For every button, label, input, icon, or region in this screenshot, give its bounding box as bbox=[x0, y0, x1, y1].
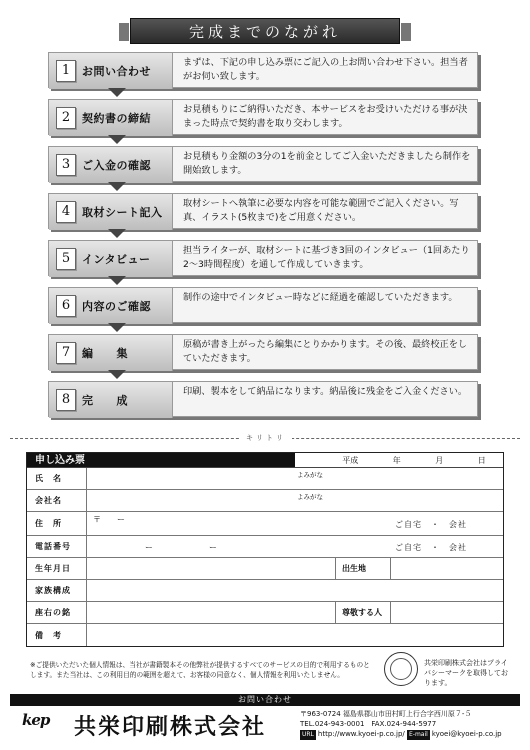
email-tag: E-mail bbox=[409, 731, 428, 738]
motto-field[interactable] bbox=[87, 602, 503, 623]
step-row bbox=[48, 99, 488, 135]
step-box bbox=[48, 146, 478, 182]
name-row bbox=[27, 468, 503, 490]
step-head bbox=[49, 147, 173, 183]
step-box bbox=[48, 99, 478, 135]
step-label: お問い合わせ bbox=[82, 65, 151, 78]
step-label: 契約書の締結 bbox=[82, 112, 151, 125]
step-description: まずは、下記の申し込み票にご記入の上お問い合わせ下さい。担当者がお伺い致します。 bbox=[183, 57, 468, 82]
address-label: 住 所 bbox=[27, 512, 87, 535]
form-title: 申し込み票 bbox=[27, 453, 295, 467]
name-field[interactable] bbox=[87, 468, 503, 489]
arrow-down-icon bbox=[108, 276, 126, 285]
address-field[interactable] bbox=[87, 512, 503, 535]
privacy-mark-icon bbox=[384, 652, 418, 686]
step-row bbox=[48, 334, 488, 370]
step-box bbox=[48, 193, 478, 229]
step-number: 3 bbox=[56, 154, 76, 176]
step-number: 6 bbox=[56, 295, 76, 317]
step-label: 取材シート記入 bbox=[82, 206, 163, 219]
step-number: 7 bbox=[56, 342, 76, 364]
arrow-down-icon bbox=[108, 323, 126, 332]
step-box bbox=[48, 240, 478, 276]
company-web bbox=[300, 729, 522, 740]
company-label: 会社名 bbox=[27, 490, 87, 511]
step-number: 5 bbox=[56, 248, 76, 270]
form-header bbox=[27, 453, 503, 468]
privacy-note: ※ご提供いただいた個人情報は、当社が書籍製本その他弊社が提供するすべてのサービスの目的で利用するものとします。また当社は、この利用目的の範囲を超えて、お客様の同意なく、個人情報を利用いたしません。 bbox=[30, 661, 370, 679]
postal-mark: 〒 ー bbox=[93, 515, 125, 524]
date-day: 日 bbox=[477, 456, 486, 465]
remarks-row bbox=[27, 624, 503, 646]
step-number: 1 bbox=[56, 60, 76, 82]
company-field[interactable] bbox=[87, 490, 503, 511]
step-box bbox=[48, 381, 478, 417]
step-box bbox=[48, 287, 478, 323]
step-row bbox=[48, 240, 488, 276]
step-number: 4 bbox=[56, 201, 76, 223]
step-description: お見積もり金額の3分の1を前金としてご入金いただきましたら制作を開始致します。 bbox=[183, 151, 471, 176]
step-label: 編 集 bbox=[82, 347, 128, 360]
arrow-down-icon bbox=[108, 370, 126, 379]
family-row bbox=[27, 580, 503, 602]
step-description: 印刷、製本をして納品になります。納品後に残金をご入金ください。 bbox=[183, 386, 468, 397]
birthday-row bbox=[27, 558, 503, 580]
family-label: 家族構成 bbox=[27, 580, 87, 601]
step-description: 制作の途中でインタビュー時などに経過を確認していただきます。 bbox=[183, 292, 458, 303]
step-description: 取材シートへ執筆に必要な内容を可能な範囲でご記入ください。写真、イラスト(5枚まで)をご用意ください。 bbox=[183, 198, 459, 223]
date-year: 年 bbox=[392, 456, 401, 465]
step-number: 8 bbox=[56, 389, 76, 411]
birthplace-label: 出生地 bbox=[335, 558, 391, 579]
family-field[interactable] bbox=[87, 580, 503, 601]
step-head bbox=[49, 241, 173, 277]
respect-label: 尊敬する人 bbox=[335, 602, 391, 623]
company-email[interactable]: kyoei@kyoei-p.co.jp bbox=[431, 730, 502, 738]
application-form bbox=[26, 452, 504, 647]
name-yomigana: よみがな bbox=[297, 471, 323, 479]
step-number: 2 bbox=[56, 107, 76, 129]
phone-row bbox=[27, 536, 503, 558]
step-box bbox=[48, 334, 478, 370]
step-row bbox=[48, 287, 488, 323]
form-date bbox=[295, 453, 503, 467]
step-row bbox=[48, 146, 488, 182]
arrow-down-icon bbox=[108, 182, 126, 191]
phone-dashes: ー ー bbox=[145, 543, 217, 552]
step-description: お見積もりにご納得いただき、本サービスをお受けいただける事が決まった時点で契約書を取り交わします。 bbox=[183, 104, 468, 129]
remarks-label: 備 考 bbox=[27, 624, 87, 646]
contact-bar: お問い合わせ bbox=[10, 694, 520, 706]
step-head bbox=[49, 288, 173, 324]
step-box bbox=[48, 52, 478, 88]
step-label: 内容のご確認 bbox=[82, 300, 151, 313]
phone-choice: ご自宅 ・ 会社 bbox=[395, 543, 467, 552]
birthday-field[interactable] bbox=[87, 558, 503, 579]
date-month: 月 bbox=[435, 456, 444, 465]
company-url[interactable]: http://www.kyoei-p.co.jp/ bbox=[317, 730, 405, 738]
address-choice: ご自宅 ・ 会社 bbox=[395, 520, 467, 529]
company-info bbox=[300, 709, 522, 740]
url-tag: URL bbox=[302, 731, 314, 738]
step-row bbox=[48, 52, 488, 88]
step-label: ご入金の確認 bbox=[82, 159, 151, 172]
phone-label: 電話番号 bbox=[27, 536, 87, 557]
cut-label: キリトリ bbox=[240, 433, 292, 443]
company-logo: kep bbox=[22, 711, 50, 729]
step-head bbox=[49, 382, 173, 418]
motto-label: 座右の銘 bbox=[27, 602, 87, 623]
company-row bbox=[27, 490, 503, 512]
step-head bbox=[49, 335, 173, 371]
step-description: 担当ライターが、取材シートに基づき3回のインタビュー（1回あたり2〜3時間程度）を通して作成していきます。 bbox=[183, 245, 470, 270]
step-row bbox=[48, 381, 488, 417]
motto-row bbox=[27, 602, 503, 624]
process-steps bbox=[48, 52, 488, 428]
step-head bbox=[49, 194, 173, 230]
step-label: 完 成 bbox=[82, 394, 128, 407]
arrow-down-icon bbox=[108, 88, 126, 97]
name-label: 氏 名 bbox=[27, 468, 87, 489]
page-title: 完成までのながれ bbox=[130, 18, 400, 44]
phone-field[interactable] bbox=[87, 536, 503, 557]
birthday-label: 生年月日 bbox=[27, 558, 87, 579]
arrow-down-icon bbox=[108, 229, 126, 238]
address-row bbox=[27, 512, 503, 536]
company-phone: TEL.024-943-0001 FAX.024-944-5977 bbox=[300, 720, 437, 728]
company-yomigana: よみがな bbox=[297, 493, 323, 501]
remarks-field[interactable] bbox=[87, 624, 503, 646]
step-head bbox=[49, 53, 173, 89]
step-description: 原稿が書き上がったら編集にとりかかります。その後、最終校正をしていただきます。 bbox=[183, 339, 468, 364]
privacy-caption: 共栄印刷株式会社はプライバシーマークを取得しております。 bbox=[424, 659, 508, 687]
arrow-down-icon bbox=[108, 135, 126, 144]
step-label: インタビュー bbox=[82, 253, 151, 266]
step-row bbox=[48, 193, 488, 229]
company-name: 共栄印刷株式会社 bbox=[74, 714, 267, 740]
company-address: 〒963-0724 福島県郡山市田村町上行合字西川原７-５ bbox=[300, 710, 472, 718]
date-era: 平成 bbox=[342, 456, 359, 465]
step-head bbox=[49, 100, 173, 136]
